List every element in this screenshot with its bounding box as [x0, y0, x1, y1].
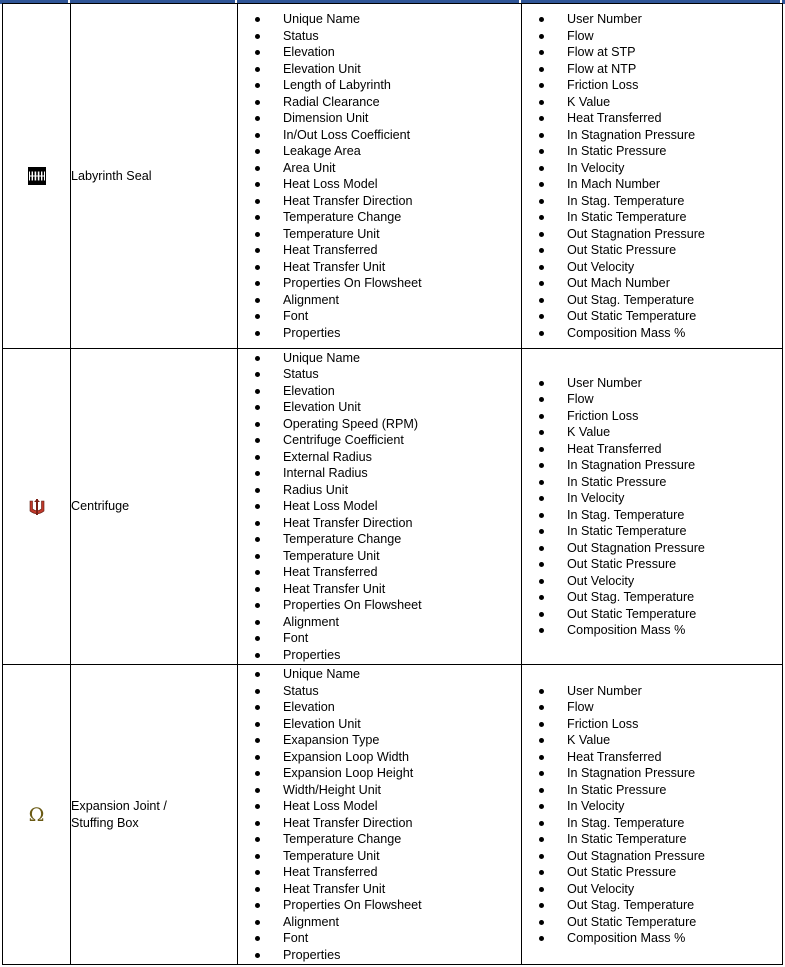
list-item: Out Static Temperature: [522, 606, 782, 623]
list-item: K Value: [522, 94, 782, 111]
properties-cell: [238, 349, 522, 665]
properties-cell: [238, 665, 522, 965]
list-item: Leakage Area: [238, 143, 521, 160]
list-item: Width/Height Unit: [238, 782, 521, 799]
list-item: Properties On Flowsheet: [238, 275, 521, 292]
list-item: Elevation Unit: [238, 716, 521, 733]
list-item: Heat Transferred: [238, 564, 521, 581]
list-item: In Static Pressure: [522, 143, 782, 160]
icon-cell: [3, 349, 71, 665]
list-item: Font: [238, 308, 521, 325]
list-item: Unique Name: [238, 350, 521, 367]
list-item: Elevation Unit: [238, 399, 521, 416]
list-item: Temperature Unit: [238, 548, 521, 565]
list-item: Heat Transfer Unit: [238, 881, 521, 898]
list-item: In Velocity: [522, 490, 782, 507]
properties-cell: [238, 4, 522, 349]
list-item: Status: [238, 28, 521, 45]
list-item: In Stagnation Pressure: [522, 457, 782, 474]
list-item: In Velocity: [522, 798, 782, 815]
list-item: Out Static Pressure: [522, 864, 782, 881]
list-item: Heat Transferred: [238, 864, 521, 881]
component-name-line: Stuffing Box: [71, 815, 139, 830]
list-item: Area Unit: [238, 160, 521, 177]
list-item: Flow at STP: [522, 44, 782, 61]
properties-list: [238, 666, 521, 963]
component-name: Centrifuge: [71, 349, 238, 665]
list-item: Font: [238, 930, 521, 947]
component-name: Labyrinth Seal: [71, 4, 238, 349]
list-item: Friction Loss: [522, 77, 782, 94]
list-item: Friction Loss: [522, 716, 782, 733]
components-table: [2, 3, 783, 965]
icon-cell: [3, 4, 71, 349]
list-item: Unique Name: [238, 11, 521, 28]
table-row: [3, 665, 783, 965]
list-item: In Stagnation Pressure: [522, 765, 782, 782]
component-name: [71, 665, 238, 965]
list-item: Heat Loss Model: [238, 798, 521, 815]
list-item: Radius Unit: [238, 482, 521, 499]
list-item: K Value: [522, 424, 782, 441]
list-item: In Velocity: [522, 160, 782, 177]
list-item: Expansion Loop Height: [238, 765, 521, 782]
list-item: In/Out Loss Coefficient: [238, 127, 521, 144]
list-item: Heat Loss Model: [238, 498, 521, 515]
list-item: Operating Speed (RPM): [238, 416, 521, 433]
list-item: In Static Temperature: [522, 831, 782, 848]
outputs-list: [522, 683, 782, 947]
icon-cell: [3, 665, 71, 965]
list-item: Heat Transferred: [522, 441, 782, 458]
list-item: Heat Transferred: [522, 749, 782, 766]
list-item: In Stag. Temperature: [522, 507, 782, 524]
list-item: Out Stagnation Pressure: [522, 848, 782, 865]
list-item: Heat Transferred: [522, 110, 782, 127]
list-item: Alignment: [238, 914, 521, 931]
list-item: Status: [238, 366, 521, 383]
list-item: Flow: [522, 28, 782, 45]
list-item: Alignment: [238, 614, 521, 631]
properties-list: [238, 350, 521, 664]
list-item: Composition Mass %: [522, 930, 782, 947]
outputs-list: [522, 375, 782, 639]
list-item: Out Stag. Temperature: [522, 897, 782, 914]
list-item: Status: [238, 683, 521, 700]
list-item: Heat Transferred: [238, 242, 521, 259]
list-item: In Stag. Temperature: [522, 815, 782, 832]
list-item: Heat Transfer Direction: [238, 815, 521, 832]
list-item: Out Velocity: [522, 259, 782, 276]
list-item: Temperature Change: [238, 531, 521, 548]
omega-icon: Ω: [28, 803, 45, 826]
list-item: Alignment: [238, 292, 521, 309]
list-item: Flow: [522, 391, 782, 408]
list-item: Properties: [238, 647, 521, 664]
list-item: Out Stagnation Pressure: [522, 226, 782, 243]
list-item: Out Stag. Temperature: [522, 589, 782, 606]
list-item: External Radius: [238, 449, 521, 466]
list-item: User Number: [522, 683, 782, 700]
outputs-cell: [522, 349, 783, 665]
list-item: In Static Temperature: [522, 209, 782, 226]
list-item: Friction Loss: [522, 408, 782, 425]
list-item: Properties: [238, 325, 521, 342]
list-item: In Static Pressure: [522, 782, 782, 799]
list-item: User Number: [522, 11, 782, 28]
list-item: Composition Mass %: [522, 325, 782, 342]
list-item: Heat Transfer Direction: [238, 193, 521, 210]
list-item: Elevation: [238, 699, 521, 716]
list-item: Out Stagnation Pressure: [522, 540, 782, 557]
properties-list: [238, 11, 521, 341]
list-item: Properties On Flowsheet: [238, 597, 521, 614]
list-item: Elevation: [238, 383, 521, 400]
list-item: Radial Clearance: [238, 94, 521, 111]
list-item: Dimension Unit: [238, 110, 521, 127]
list-item: Temperature Change: [238, 209, 521, 226]
list-item: Out Velocity: [522, 881, 782, 898]
list-item: Out Static Temperature: [522, 308, 782, 325]
list-item: Properties On Flowsheet: [238, 897, 521, 914]
list-item: Properties: [238, 947, 521, 964]
list-item: Out Stag. Temperature: [522, 292, 782, 309]
list-item: Elevation: [238, 44, 521, 61]
list-item: Unique Name: [238, 666, 521, 683]
list-item: Expansion Loop Width: [238, 749, 521, 766]
list-item: Internal Radius: [238, 465, 521, 482]
table-row: [3, 4, 783, 349]
list-item: In Static Temperature: [522, 523, 782, 540]
list-item: Heat Transfer Direction: [238, 515, 521, 532]
outputs-cell: [522, 4, 783, 349]
list-item: Out Mach Number: [522, 275, 782, 292]
list-item: Out Velocity: [522, 573, 782, 590]
list-item: In Static Pressure: [522, 474, 782, 491]
list-item: K Value: [522, 732, 782, 749]
list-item: Composition Mass %: [522, 622, 782, 639]
component-name-line: Expansion Joint /: [71, 798, 167, 813]
list-item: In Stag. Temperature: [522, 193, 782, 210]
list-item: Font: [238, 630, 521, 647]
list-item: Heat Transfer Unit: [238, 581, 521, 598]
list-item: Out Static Temperature: [522, 914, 782, 931]
list-item: Flow: [522, 699, 782, 716]
list-item: Flow at NTP: [522, 61, 782, 78]
list-item: Elevation Unit: [238, 61, 521, 78]
labyrinth-seal-icon: [28, 167, 46, 185]
list-item: Centrifuge Coefficient: [238, 432, 521, 449]
list-item: Out Static Pressure: [522, 556, 782, 573]
list-item: Length of Labyrinth: [238, 77, 521, 94]
centrifuge-icon: [28, 498, 46, 516]
list-item: Out Static Pressure: [522, 242, 782, 259]
list-item: Exapansion Type: [238, 732, 521, 749]
list-item: Temperature Unit: [238, 848, 521, 865]
table-row: [3, 349, 783, 665]
outputs-list: [522, 11, 782, 341]
list-item: Temperature Change: [238, 831, 521, 848]
list-item: In Stagnation Pressure: [522, 127, 782, 144]
list-item: Heat Loss Model: [238, 176, 521, 193]
list-item: In Mach Number: [522, 176, 782, 193]
outputs-cell: [522, 665, 783, 965]
list-item: User Number: [522, 375, 782, 392]
list-item: Heat Transfer Unit: [238, 259, 521, 276]
list-item: Temperature Unit: [238, 226, 521, 243]
